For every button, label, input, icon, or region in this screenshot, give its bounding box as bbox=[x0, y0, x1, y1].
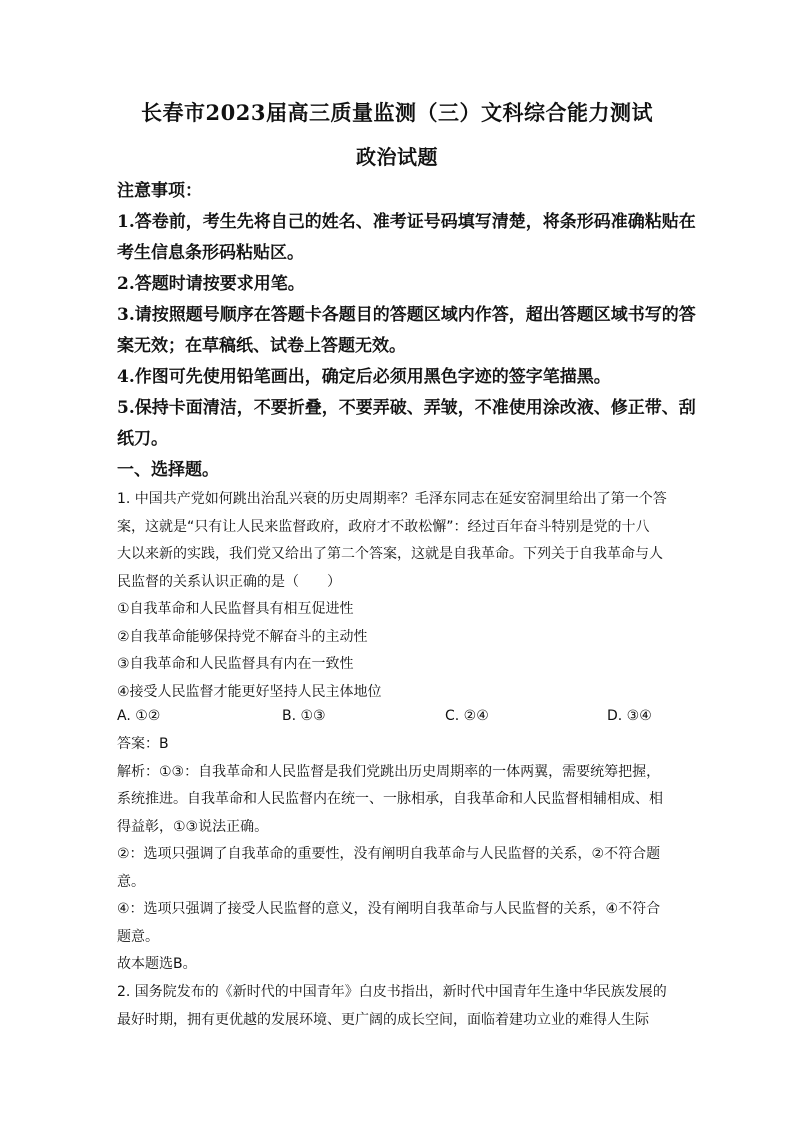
conclusion-line: 故本题选B。 bbox=[117, 956, 197, 972]
option-d: D. ③④ bbox=[607, 708, 652, 724]
explanation-line: 题意。 bbox=[117, 928, 159, 945]
notice-heading: 注意事项： bbox=[117, 181, 202, 201]
question-line: 最好时期，拥有更优越的发展环境、更广阔的成长空间，面临着建功立业的难得人生际 bbox=[117, 1011, 649, 1028]
question-line: 1. 中国共产党如何跳出治乱兴衰的历史周期率？毛泽东同志在延安窑洞里给出了第一个答 bbox=[117, 491, 667, 507]
notice-line: 4.作图可先使用铅笔画出，确定后必须用黑色字迹的签字笔描黑。 bbox=[117, 367, 611, 387]
explanation-line: 解析：①③：自我革命和人民监督是我们党跳出历史周期率的一体两翼，需要统筹把握， bbox=[117, 763, 661, 780]
notice-section bbox=[117, 176, 696, 486]
statement-item: ③自我革命和人民监督具有内在一致性 bbox=[117, 656, 354, 672]
option-c: C. ②④ bbox=[445, 708, 489, 724]
answer-line: 答案：B bbox=[117, 736, 169, 752]
question-1 bbox=[117, 486, 677, 706]
explanation-line: ④：选项只强调了接受人民监督的意义，没有阐明自我革命与人民监督的关系，④不符合 bbox=[117, 901, 661, 917]
notice-line: 1.答卷前，考生先将自己的姓名、准考证号码填写清楚，将条形码准确粘贴在 bbox=[117, 212, 696, 232]
statement-item: ②自我革命能够保持党不解奋斗的主动性 bbox=[117, 628, 368, 645]
explanation-line: 意。 bbox=[117, 873, 145, 890]
option-a: A. ①② bbox=[117, 708, 161, 724]
question-line: 大以来新的实践，我们党又给出了第二个答案，这就是自我革命。下列关于自我革命与人 bbox=[117, 546, 663, 562]
question-2 bbox=[117, 979, 677, 1034]
notice-line: 案无效；在草稿纸、试卷上答题无效。 bbox=[117, 336, 406, 356]
explanation-line: 系统推进。自我革命和人民监督内在统一、一脉相承，自我革命和人民监督相辅相成、相 bbox=[117, 791, 663, 807]
option-b: B. ①③ bbox=[282, 708, 326, 724]
notice-line: 2.答题时请按要求用笔。 bbox=[117, 274, 305, 294]
notice-line: 3.请按照题号顺序在答题卡各题目的答题区域内作答，超出答题区域书写的答 bbox=[117, 305, 696, 325]
explanation-line: 得益彰，①③说法正确。 bbox=[117, 818, 269, 835]
page-subtitle: 政治试题 bbox=[356, 145, 438, 169]
question-line: 民监督的关系认识正确的是（ ） bbox=[117, 573, 341, 590]
answer-explanation bbox=[117, 731, 677, 979]
notice-line: 5.保持卡面清洁，不要折叠，不要弄破、弄皱，不准使用涂改液、修正带、刮 bbox=[117, 398, 696, 418]
question-line: 案，这就是“只有让人民来监督政府，政府才不敢松懈”：经过百年奋斗特别是党的十八 bbox=[117, 518, 650, 535]
statement-item: ①自我革命和人民监督具有相互促进性 bbox=[117, 601, 354, 617]
page-title: 长春市2023届高三质量监测（三）文科综合能力测试 bbox=[141, 100, 653, 125]
notice-line: 考生信息条形码粘贴区。 bbox=[117, 243, 304, 263]
notice-line: 纸刀。 bbox=[117, 429, 168, 449]
statement-item: ④接受人民监督才能更好坚持人民主体地位 bbox=[117, 683, 382, 700]
explanation-line: ②：选项只强调了自我革命的重要性，没有阐明自我革命与人民监督的关系，②不符合题 bbox=[117, 846, 661, 862]
section-heading: 一、选择题。 bbox=[117, 460, 219, 480]
question-line: 2. 国务院发布的《新时代的中国青年》白皮书指出，新时代中国青年生逢中华民族发展的 bbox=[117, 984, 667, 1000]
